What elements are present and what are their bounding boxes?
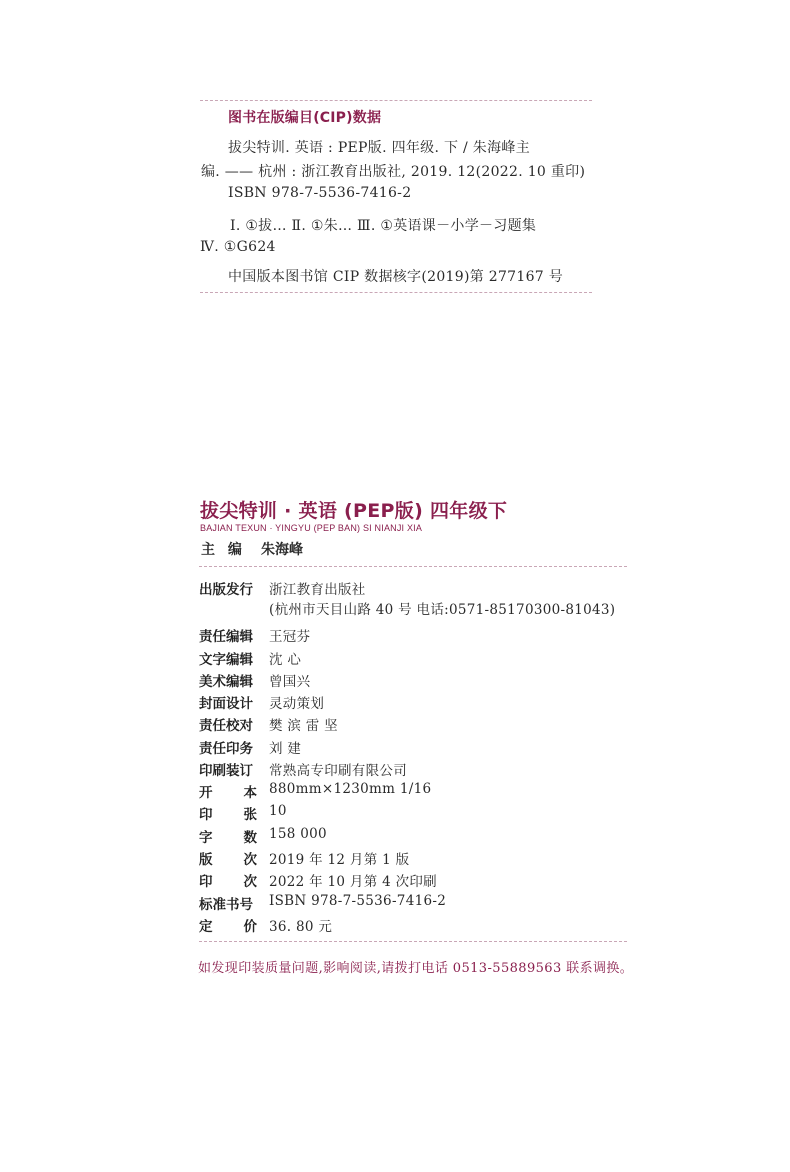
colophon-row-value: 浙江教育出版社 — [269, 582, 366, 598]
colophon-row-value: 880mm×1230mm 1/16 — [269, 781, 432, 797]
cip-title: 图书在版编目(CIP)数据 — [228, 110, 382, 126]
colophon-row-value: 2022 年 10 月第 4 次印刷 — [269, 874, 437, 890]
colophon-row-label: 字 数 — [199, 830, 257, 846]
cip-top-rule — [200, 100, 592, 101]
colophon-row-value: 曾国兴 — [269, 674, 311, 690]
colophon-row-label: 出版发行 — [199, 582, 253, 598]
cip-line-5: Ⅳ. ①G624 — [200, 239, 276, 255]
colophon-row-label: 开 本 — [199, 785, 257, 801]
colophon-row-label: 版 次 — [199, 852, 257, 868]
colophon-row-value: 36. 80 元 — [269, 919, 333, 935]
colophon-row-value: 常熟高专印刷有限公司 — [269, 763, 407, 779]
colophon-row-value: 王冠芬 — [269, 629, 311, 645]
quality-notice: 如发现印装质量问题,影响阅读,请拨打电话 0513-55889563 联系调换。 — [198, 961, 634, 976]
cip-bottom-rule — [200, 292, 592, 293]
colophon-row-label: 封面设计 — [199, 696, 253, 712]
colophon-row-label: 美术编辑 — [199, 674, 253, 690]
cip-line-1: 拔尖特训. 英语 : PEP版. 四年级. 下 / 朱海峰主 — [228, 140, 530, 156]
publisher-address: (杭州市天目山路 40 号 电话:0571-85170300-81043) — [269, 602, 616, 618]
colophon-bottom-rule — [199, 941, 627, 942]
colophon-top-rule — [199, 566, 627, 567]
colophon-row-value: 灵动策划 — [269, 696, 325, 712]
book-pinyin: BAJIAN TEXUN · YINGYU (PEP BAN) SI NIANJI XIA — [200, 523, 423, 533]
colophon-row-value: 2019 年 12 月第 1 版 — [269, 852, 410, 868]
book-title: 拔尖特训 · 英语 (PEP版) 四年级下 — [200, 500, 508, 522]
colophon-row-value: ISBN 978-7-5536-7416-2 — [269, 893, 447, 909]
colophon-row-label: 印刷装订 — [199, 763, 253, 779]
cip-line-4: Ⅰ. ①拔… Ⅱ. ①朱… Ⅲ. ①英语课－小学－习题集 — [230, 218, 537, 234]
chief-editor-name: 朱海峰 — [261, 542, 303, 558]
cip-line-6: 中国版本图书馆 CIP 数据核字(2019)第 277167 号 — [228, 269, 564, 285]
colophon-row-value: 樊 滨 雷 坚 — [269, 718, 338, 734]
chief-editor — [201, 539, 303, 559]
colophon-row-label: 责任校对 — [199, 718, 253, 734]
chief-editor-label: 主 编 — [201, 542, 246, 558]
colophon-row-label: 文字编辑 — [199, 652, 253, 668]
colophon-row-label: 责任印务 — [199, 741, 253, 757]
cip-line-3: ISBN 978-7-5536-7416-2 — [228, 185, 412, 201]
colophon-row-value: 158 000 — [269, 826, 327, 842]
colophon-row-value: 刘 建 — [269, 741, 302, 757]
colophon-row-value: 沈 心 — [269, 652, 302, 668]
colophon-row-label: 印 次 — [199, 874, 257, 890]
cip-line-2: 编. —— 杭州 : 浙江教育出版社, 2019. 12(2022. 10 重印) — [201, 164, 586, 180]
colophon-row-label: 标准书号 — [199, 897, 253, 913]
colophon-row-label: 责任编辑 — [199, 629, 253, 645]
colophon-row-label: 印 张 — [199, 807, 257, 823]
colophon-row-value: 10 — [269, 803, 287, 819]
colophon-row-label: 定 价 — [199, 919, 257, 935]
